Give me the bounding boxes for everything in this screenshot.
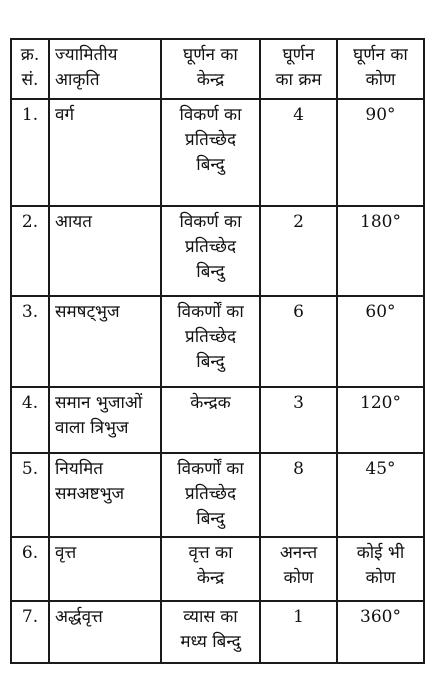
serial-number-cell: 2. xyxy=(11,206,49,296)
cell-text-line: 120° xyxy=(360,393,401,413)
cell-text-line: 6 xyxy=(293,302,304,322)
cell-text-line: 45° xyxy=(365,459,396,479)
centre-cell xyxy=(161,206,260,296)
order-cell xyxy=(260,206,337,296)
cell-text-line: बिन्दु xyxy=(196,155,225,175)
table-row xyxy=(11,601,424,663)
shape-name-cell xyxy=(49,206,161,296)
order-cell xyxy=(260,387,337,453)
angle-cell xyxy=(337,99,424,206)
centre-cell xyxy=(161,537,260,601)
cell-text-line: 4 xyxy=(293,105,304,125)
cell-text-line: अर्द्धवृत्त xyxy=(55,607,103,627)
cell-text-line: प्रतिच्छेद xyxy=(185,327,236,347)
table-row xyxy=(11,296,424,387)
table-row xyxy=(11,387,424,453)
cell-text-line: कोण xyxy=(365,568,396,588)
table-row xyxy=(11,453,424,537)
table-header-row xyxy=(11,39,424,99)
cell-text-line: 60° xyxy=(365,302,396,322)
cell-text-line: केन्द्रक xyxy=(190,393,231,413)
shape-name-cell xyxy=(49,296,161,387)
angle-cell xyxy=(337,537,424,601)
shape-name-cell xyxy=(49,537,161,601)
cell-text-line: विकर्ण का xyxy=(179,105,242,125)
table-row xyxy=(11,99,424,206)
header-serial-number: क्र. सं. xyxy=(11,39,49,99)
cell-text-line: केन्द्र xyxy=(196,568,225,588)
cell-text-line: 90° xyxy=(365,105,396,125)
cell-text-line: 1 xyxy=(293,607,304,627)
serial-number-cell: 5. xyxy=(11,453,49,537)
cell-text-line: प्रतिच्छेद xyxy=(185,237,236,257)
cell-text-line: कोई भी xyxy=(356,543,405,563)
angle-cell xyxy=(337,601,424,663)
cell-text-line: 180° xyxy=(360,212,401,232)
cell-text-line: विकर्णों का xyxy=(177,459,244,479)
order-cell xyxy=(260,453,337,537)
cell-text-line: बिन्दु xyxy=(196,509,225,529)
cell-text-line: समान भुजाओं xyxy=(55,393,143,413)
cell-text-line: वर्ग xyxy=(55,105,75,125)
cell-text-line: वृत्त xyxy=(55,543,77,563)
cell-text-line: समषट्भुज xyxy=(55,302,120,322)
order-cell xyxy=(260,537,337,601)
centre-cell xyxy=(161,296,260,387)
header-order-of-rotation: घूर्णन का क्रम xyxy=(260,39,337,99)
rotational-symmetry-table xyxy=(10,38,425,664)
header-centre-of-rotation: घूर्णन का केन्द्र xyxy=(161,39,260,99)
cell-text-line: अनन्त xyxy=(279,543,318,563)
cell-text-line: 2 xyxy=(293,212,304,232)
shape-name-cell xyxy=(49,387,161,453)
angle-cell xyxy=(337,453,424,537)
cell-text-line: मध्य बिन्दु xyxy=(180,632,241,652)
serial-number-cell: 3. xyxy=(11,296,49,387)
centre-cell xyxy=(161,453,260,537)
cell-text-line: व्यास का xyxy=(183,607,238,627)
order-cell xyxy=(260,99,337,206)
angle-cell xyxy=(337,296,424,387)
header-angle-of-rotation: घूर्णन का कोण xyxy=(337,39,424,99)
cell-text-line: कोण xyxy=(283,568,314,588)
shape-name-cell xyxy=(49,99,161,206)
cell-text-line: समअष्टभुज xyxy=(55,484,125,504)
shape-name-cell xyxy=(49,601,161,663)
cell-text-line: विकर्णों का xyxy=(177,302,244,322)
cell-text-line: आयत xyxy=(55,212,92,232)
cell-text-line: प्रतिच्छेद xyxy=(185,130,236,150)
serial-number-cell: 6. xyxy=(11,537,49,601)
cell-text-line: प्रतिच्छेद xyxy=(185,484,236,504)
cell-text-line: 360° xyxy=(360,607,401,627)
cell-text-line: विकर्ण का xyxy=(179,212,242,232)
cell-text-line: बिन्दु xyxy=(196,352,225,372)
centre-cell xyxy=(161,601,260,663)
shape-name-cell xyxy=(49,453,161,537)
cell-text-line: वृत्त का xyxy=(188,543,233,563)
angle-cell xyxy=(337,206,424,296)
order-cell xyxy=(260,601,337,663)
cell-text-line: 8 xyxy=(293,459,304,479)
cell-text-line: बिन्दु xyxy=(196,262,225,282)
table-row xyxy=(11,537,424,601)
order-cell xyxy=(260,296,337,387)
table-row xyxy=(11,206,424,296)
header-geometric-shape: ज्यामितीय आकृति xyxy=(49,39,161,99)
cell-text-line: नियमित xyxy=(55,459,103,479)
cell-text-line: वाला त्रिभुज xyxy=(55,418,129,438)
centre-cell xyxy=(161,387,260,453)
serial-number-cell: 1. xyxy=(11,99,49,206)
centre-cell xyxy=(161,99,260,206)
serial-number-cell: 4. xyxy=(11,387,49,453)
angle-cell xyxy=(337,387,424,453)
serial-number-cell: 7. xyxy=(11,601,49,663)
cell-text-line: 3 xyxy=(293,393,304,413)
